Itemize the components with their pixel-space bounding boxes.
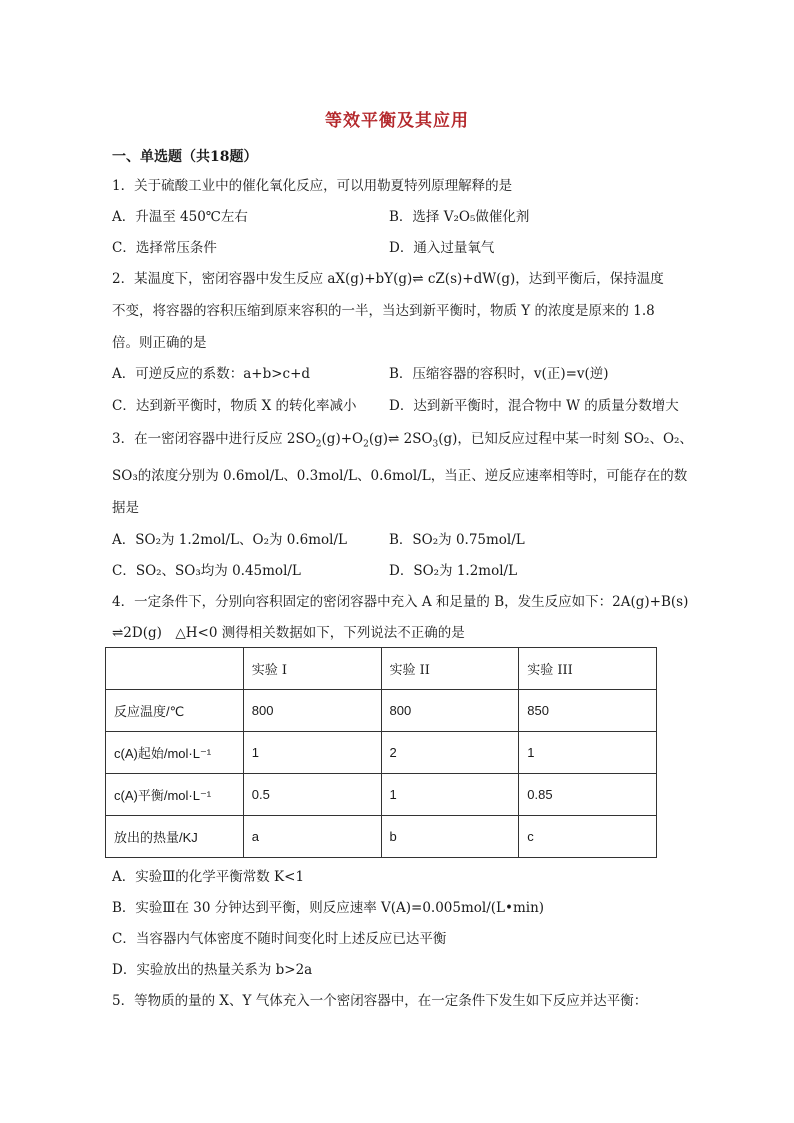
q4-option-c: C．当容器内气体密度不随时间变化时上述反应已达平衡: [112, 931, 447, 947]
q3-stem-part-a: 3．在一密闭容器中进行反应 2SO: [112, 431, 316, 447]
q3-stem-line3: 据是: [112, 500, 139, 516]
q3-stem-part-b: (g)+O: [321, 431, 364, 447]
table-cell: 2: [381, 732, 519, 774]
q3-option-b: B．SO₂为 0.75mol/L: [389, 532, 525, 548]
table-cell: 0.85: [519, 774, 657, 816]
q4-option-b: B．实验Ⅲ在 30 分钟达到平衡，则反应速率 V(A)=0.005mol/(L•min): [112, 900, 545, 916]
q2-stem-line1: 2．某温度下，密闭容器中发生反应 aX(g)+bY(g)⇌ cZ(s)+dW(g)，达到平衡后，保持温度: [112, 271, 664, 287]
q4-option-a: A．实验Ⅲ的化学平衡常数 K<1: [112, 869, 305, 885]
table-cell: 0.5: [243, 774, 381, 816]
table-cell: 850: [519, 690, 657, 732]
q1-option-d: D．通入过量氧气: [389, 240, 495, 256]
table-cell: 1: [519, 732, 657, 774]
table-cell: c(A)平衡/mol·L⁻¹: [106, 774, 244, 816]
table-header-cell: 实验 II: [381, 648, 519, 690]
q2-option-b: B．压缩容器的容积时，v(正)=v(逆): [389, 366, 609, 382]
q2-option-d: D．达到新平衡时，混合物中 W 的质量分数增大: [389, 398, 679, 414]
q2-stem-line2: 不变，将容器的容积压缩到原来容积的一半，当达到新平衡时，物质 Y 的浓度是原来的 1.8: [112, 303, 655, 319]
table-cell: 1: [243, 732, 381, 774]
table-header-cell: 实验 I: [243, 648, 381, 690]
q1-stem: 1．关于硫酸工业中的催化氧化反应，可以用勒夏特列原理解释的是: [112, 178, 513, 194]
table-cell: a: [243, 816, 381, 858]
table-row: [106, 690, 657, 732]
q1-option-a: A．升温至 450℃左右: [112, 209, 248, 225]
q1-option-b: B．选择 V₂O₅做催化剂: [389, 209, 530, 225]
table-cell: b: [381, 816, 519, 858]
q3-option-c: C．SO₂、SO₃均为 0.45mol/L: [112, 563, 301, 579]
q4-option-d: D．实验放出的热量关系为 b>2a: [112, 962, 313, 978]
q5-stem-line1: 5．等物质的量的 X、Y 气体充入一个密闭容器中，在一定条件下发生如下反应并达平衡：: [112, 993, 648, 1009]
q2-option-c: C．达到新平衡时，物质 X 的转化率减小: [112, 398, 357, 414]
section-heading: 一、单选题（共18题）: [112, 149, 258, 165]
q3-option-a: A．SO₂为 1.2mol/L、O₂为 0.6mol/L: [112, 532, 347, 548]
table-row: [106, 732, 657, 774]
q3-stem-part-d: (g)，已知反应过程中某一时刻 SO₂、O₂、: [438, 431, 693, 447]
q3-stem-part-c: (g)⇌ 2SO: [368, 431, 433, 447]
table-cell: 800: [381, 690, 519, 732]
table-cell: c(A)起始/mol·L⁻¹: [106, 732, 244, 774]
table-row: [106, 816, 657, 858]
q3-stem-line1: 3．在一密闭容器中进行反应 $2SO_2(g)+O_2(g)\rightleftharpoons$ $2SO_3(g)$，已知反应过程中某一时刻 SO₂、O₂、: [112, 431, 693, 450]
q2-stem-line3: 倍。则正确的是: [112, 335, 207, 351]
q4-stem-line2: ⇌2D(g) △H<0 测得相关数据如下，下列说法不正确的是: [112, 625, 465, 641]
table-cell: 反应温度/℃: [106, 690, 244, 732]
table-header-row: [106, 648, 657, 690]
q2-option-a: A．可逆反应的系数：a+b>c+d: [112, 366, 311, 382]
q3-stem-line2: SO₃的浓度分别为 0.6mol/L、0.3mol/L、0.6mol/L，当正、逆反应速率相等时，可能存在的数: [112, 468, 688, 484]
table-row: [106, 774, 657, 816]
table-header-cell: [106, 648, 244, 690]
page-title: 等效平衡及其应用: [325, 111, 469, 131]
table-cell: 800: [243, 690, 381, 732]
table-header-cell: 实验 III: [519, 648, 657, 690]
table-cell: 1: [381, 774, 519, 816]
table-cell: c: [519, 816, 657, 858]
q4-data-table: [105, 647, 657, 858]
table-cell: 放出的热量/KJ: [106, 816, 244, 858]
q1-option-c: C．选择常压条件: [112, 240, 217, 256]
q4-stem-line1: 4．一定条件下，分别向容积固定的密闭容器中充入 A 和足量的 B，发生反应如下：2A(g)+B(s): [112, 594, 689, 610]
q3-option-d: D．SO₂为 1.2mol/L: [389, 563, 518, 579]
